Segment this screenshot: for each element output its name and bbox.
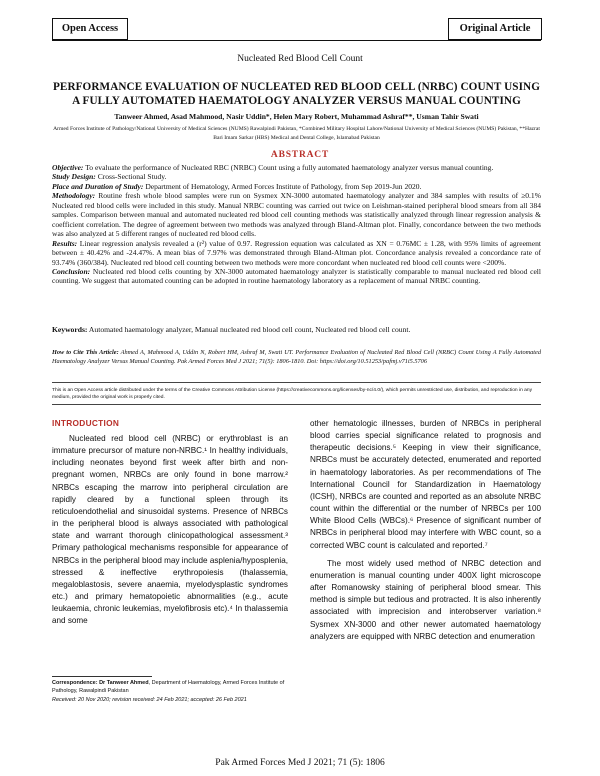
article-title: PERFORMANCE EVALUATION OF NUCLEATED RED BLOOD CELL (NRBC) COUNT USING A FULLY AUTOMATED HAEMATOLOGY ANALYZER VERSUS MANUAL COUNTING bbox=[52, 81, 541, 107]
objective-text: To evaluate the performance of Nucleated RBC (NRBC) Count using a fully automated haematology analyzer versus manual counting. bbox=[85, 163, 494, 172]
correspondence-label: Correspondence: bbox=[52, 680, 98, 686]
abstract-body bbox=[52, 163, 541, 286]
intro-paragraph-2: other hematologic illnesses, burden of NRBCs in peripheral blood carries special significance related to prognosis and therapeutic decisions.⁵ Keeping in view their significance, NRBCs must be accurately detected, enumerated and reported in haematology laboratories. As per recommendations of The International Council for Standardization in Haematology (ICSH), NRBCs are counted and reported as an absolute NRBC count within the differential or the number of NRBCs per 100 White Blood Cells (WBCs).⁶ Presence of significant number of NRBCs in peripheral blood may interfere with WBC count, so a corrected WBC count is calculated and reported.⁷ bbox=[310, 419, 541, 550]
place-label: Place and Duration of Study: bbox=[52, 181, 144, 191]
intro-paragraph-3: The most widely used method of NRBC detection and enumeration is manual counting under 400X light microscope after Romanowsky staining of peripheral blood smear. This method is simple but tedious and protracted. It is also inherently associated with imprecision and interobserver variation.⁸ Sysmex XN-3000 and other newer automated haematology analyzers are equipped with NRBC detection and enumeration bbox=[310, 558, 541, 641]
correspondence-divider bbox=[52, 676, 152, 677]
place-text: Department of Hematology, Armed Forces Institute of Pathology, from Sep 2019-Jun 2020. bbox=[145, 181, 422, 191]
intro-paragraph-1: Nucleated red blood cell (NRBC) or erythroblast is an immature precursor of mature non-NRBC.¹ In healthy individuals, including neonates beyond first week after birth and non-pregnant women, NRBCs are only found in bone marrow.² NRBCs escaping the marrow into peripheral circulation are rapidly cleared by a functional spleen through its reticuloendothelial and sinusoidal systems. Presence of NRBCs in the peripheral blood is always associated with pathological state and warrant thorough clinicopathological assessment.³ Primary pathological mechanisms responsible for appearance of NRBCs in the peripheral blood may include asplenia/hyposplenia, stressed & ineffective erythropoiesis (thalassemia, megaloblastosis, severe anaemia, myelodysplastic syndromes etc.) and primary hematopoietic abnormalities (e.g., acute leukaemia, chronic leukemias, myelofibrosis etc).⁴ In thalassemia and some bbox=[52, 434, 288, 626]
conclusion-text: Nucleated red blood cells counting by XN-3000 automated haematology analyzer is statistically comparable to manual nucleated red blood cell counting. We suggest that automated counting can be adopted in routine haematology laboratory as a replacement of manual NRBC counting. bbox=[52, 266, 541, 286]
body-column-left bbox=[52, 433, 288, 628]
license-divider-top bbox=[52, 382, 541, 383]
open-access-badge: Open Access bbox=[52, 18, 128, 40]
correspondence-dates: Received: 20 Nov 2020; revision received: 24 Feb 2021; accepted: 26 Feb 2021 bbox=[52, 696, 247, 703]
citation-text: Ahmed A, Mahmood A, Uddin N, Robert HM, Ashraf M, Swati UT. Performance Evaluation of Nucleated Red Blood Cell (NRBC) Count Using A Fully Automated Haematology Analyzer Versus Manual Counting. Pak Armed Forces Med J 2021; 71(5): 1806-1810. Doi: https://doi.org/10.51253/pafmj.v71i5.5706 bbox=[52, 349, 541, 365]
abstract-conclusion bbox=[52, 267, 541, 286]
running-head: Nucleated Red Blood Cell Count bbox=[237, 54, 363, 64]
correspondence-name: Dr Tanweer Ahmed bbox=[99, 680, 149, 686]
license-divider-bottom bbox=[52, 404, 541, 405]
correspondence-line: Correspondence: Dr Tanweer Ahmed, Department of Haematology, Armed Forces Institute of Pathology, Rawalpindi Pakistan bbox=[52, 680, 285, 695]
body-column-right bbox=[310, 418, 541, 643]
abstract-place bbox=[52, 182, 541, 191]
affiliations: Armed Forces Institute of Pathology/National University of Medical Sciences (NUMS) Rawalpindi Pakistan, *Combined Military Hospital Lahore/National University of Medical Sciences (NUMS) Pakistan, **Hazrat Bari Imam Sarkar (HBS) Medical and Dental College, Islamabad Pakistan bbox=[53, 126, 540, 141]
license-notice: This is an Open Access article distributed under the terms of the Creative Commons Attribution License (https://creativecommons.org/licenses/by-nc/4.0/), which permits unrestricted use, distribution, and reproduction in any medium, provided the original work is properly cited. bbox=[52, 388, 533, 401]
conclusion-label: Conclusion: bbox=[52, 266, 91, 276]
methodology-label: Methodology: bbox=[52, 191, 96, 201]
correspondence-address: Department of Haematology, Armed Forces Institute of Pathology, Rawalpindi Pakistan bbox=[52, 680, 285, 695]
header-divider bbox=[52, 40, 541, 41]
keywords bbox=[52, 325, 541, 334]
introduction-heading: INTRODUCTION bbox=[52, 418, 120, 428]
objective-label: Objective: bbox=[52, 163, 84, 172]
methodology-text: Routine fresh whole blood samples were run on Sysmex XN-3000 automated haematology analyzer and 384 samples with results of ≥0.1% Nucleated red blood cells were included in this study. Manual NRBC counting was carried out twice on Leishman-stained peripheral blood smears from all 384 samples. Comparison between manual and automated nucleated red blood cell counting methods was statistically analyzed through linear regression analysis & coefficient correlation. The degree of agreement between two methods was analyzed through Bland-Altman plot. Finally, concordance between the two methods was also analyzed at 5 different ranges of nucleated red blood cells. bbox=[52, 191, 541, 239]
abstract-design bbox=[52, 172, 541, 181]
correspondence-block bbox=[52, 679, 292, 704]
design-label: Study Design: bbox=[52, 172, 96, 182]
abstract-methodology bbox=[52, 191, 541, 238]
keywords-text: Automated haematology analyzer, Manual nucleated red blood cell count, Nucleated red blood cell count. bbox=[88, 325, 411, 334]
abstract-heading: ABSTRACT bbox=[270, 150, 330, 160]
citation bbox=[52, 349, 541, 367]
keywords-label: Keywords: bbox=[52, 325, 88, 334]
author-list: Tanweer Ahmed, Asad Mahmood, Nasir Uddin*, Helen Mary Robert, Muhammad Ashraf**, Usman Tahir Swati bbox=[114, 112, 479, 121]
abstract-objective bbox=[52, 163, 541, 172]
article-type-badge: Original Article bbox=[448, 18, 542, 40]
results-text: Linear regression analysis revealed a (r²) value of 0.97. Regression equation was calculated as XN = 0.76MC ± 1.28, with 95% limits of agreement between ± 40.42% and -24.47%. A mean bias of 7.97% was demonstrated through Bland-Altman plot. Concordance analysis revealed a concordance rate of 93.74% (360/384). Nucleated red blood cell counting between two methods were more concordant when nucleated red blood cell counts were <200%. bbox=[52, 238, 542, 267]
design-text: Cross-Sectional Study. bbox=[97, 172, 167, 182]
page-footer: Pak Armed Forces Med J 2021; 71 (5): 1806 bbox=[215, 758, 385, 768]
results-label: Results: bbox=[52, 238, 78, 248]
abstract-results bbox=[52, 239, 541, 267]
citation-label: How to Cite This Article: bbox=[52, 349, 119, 356]
